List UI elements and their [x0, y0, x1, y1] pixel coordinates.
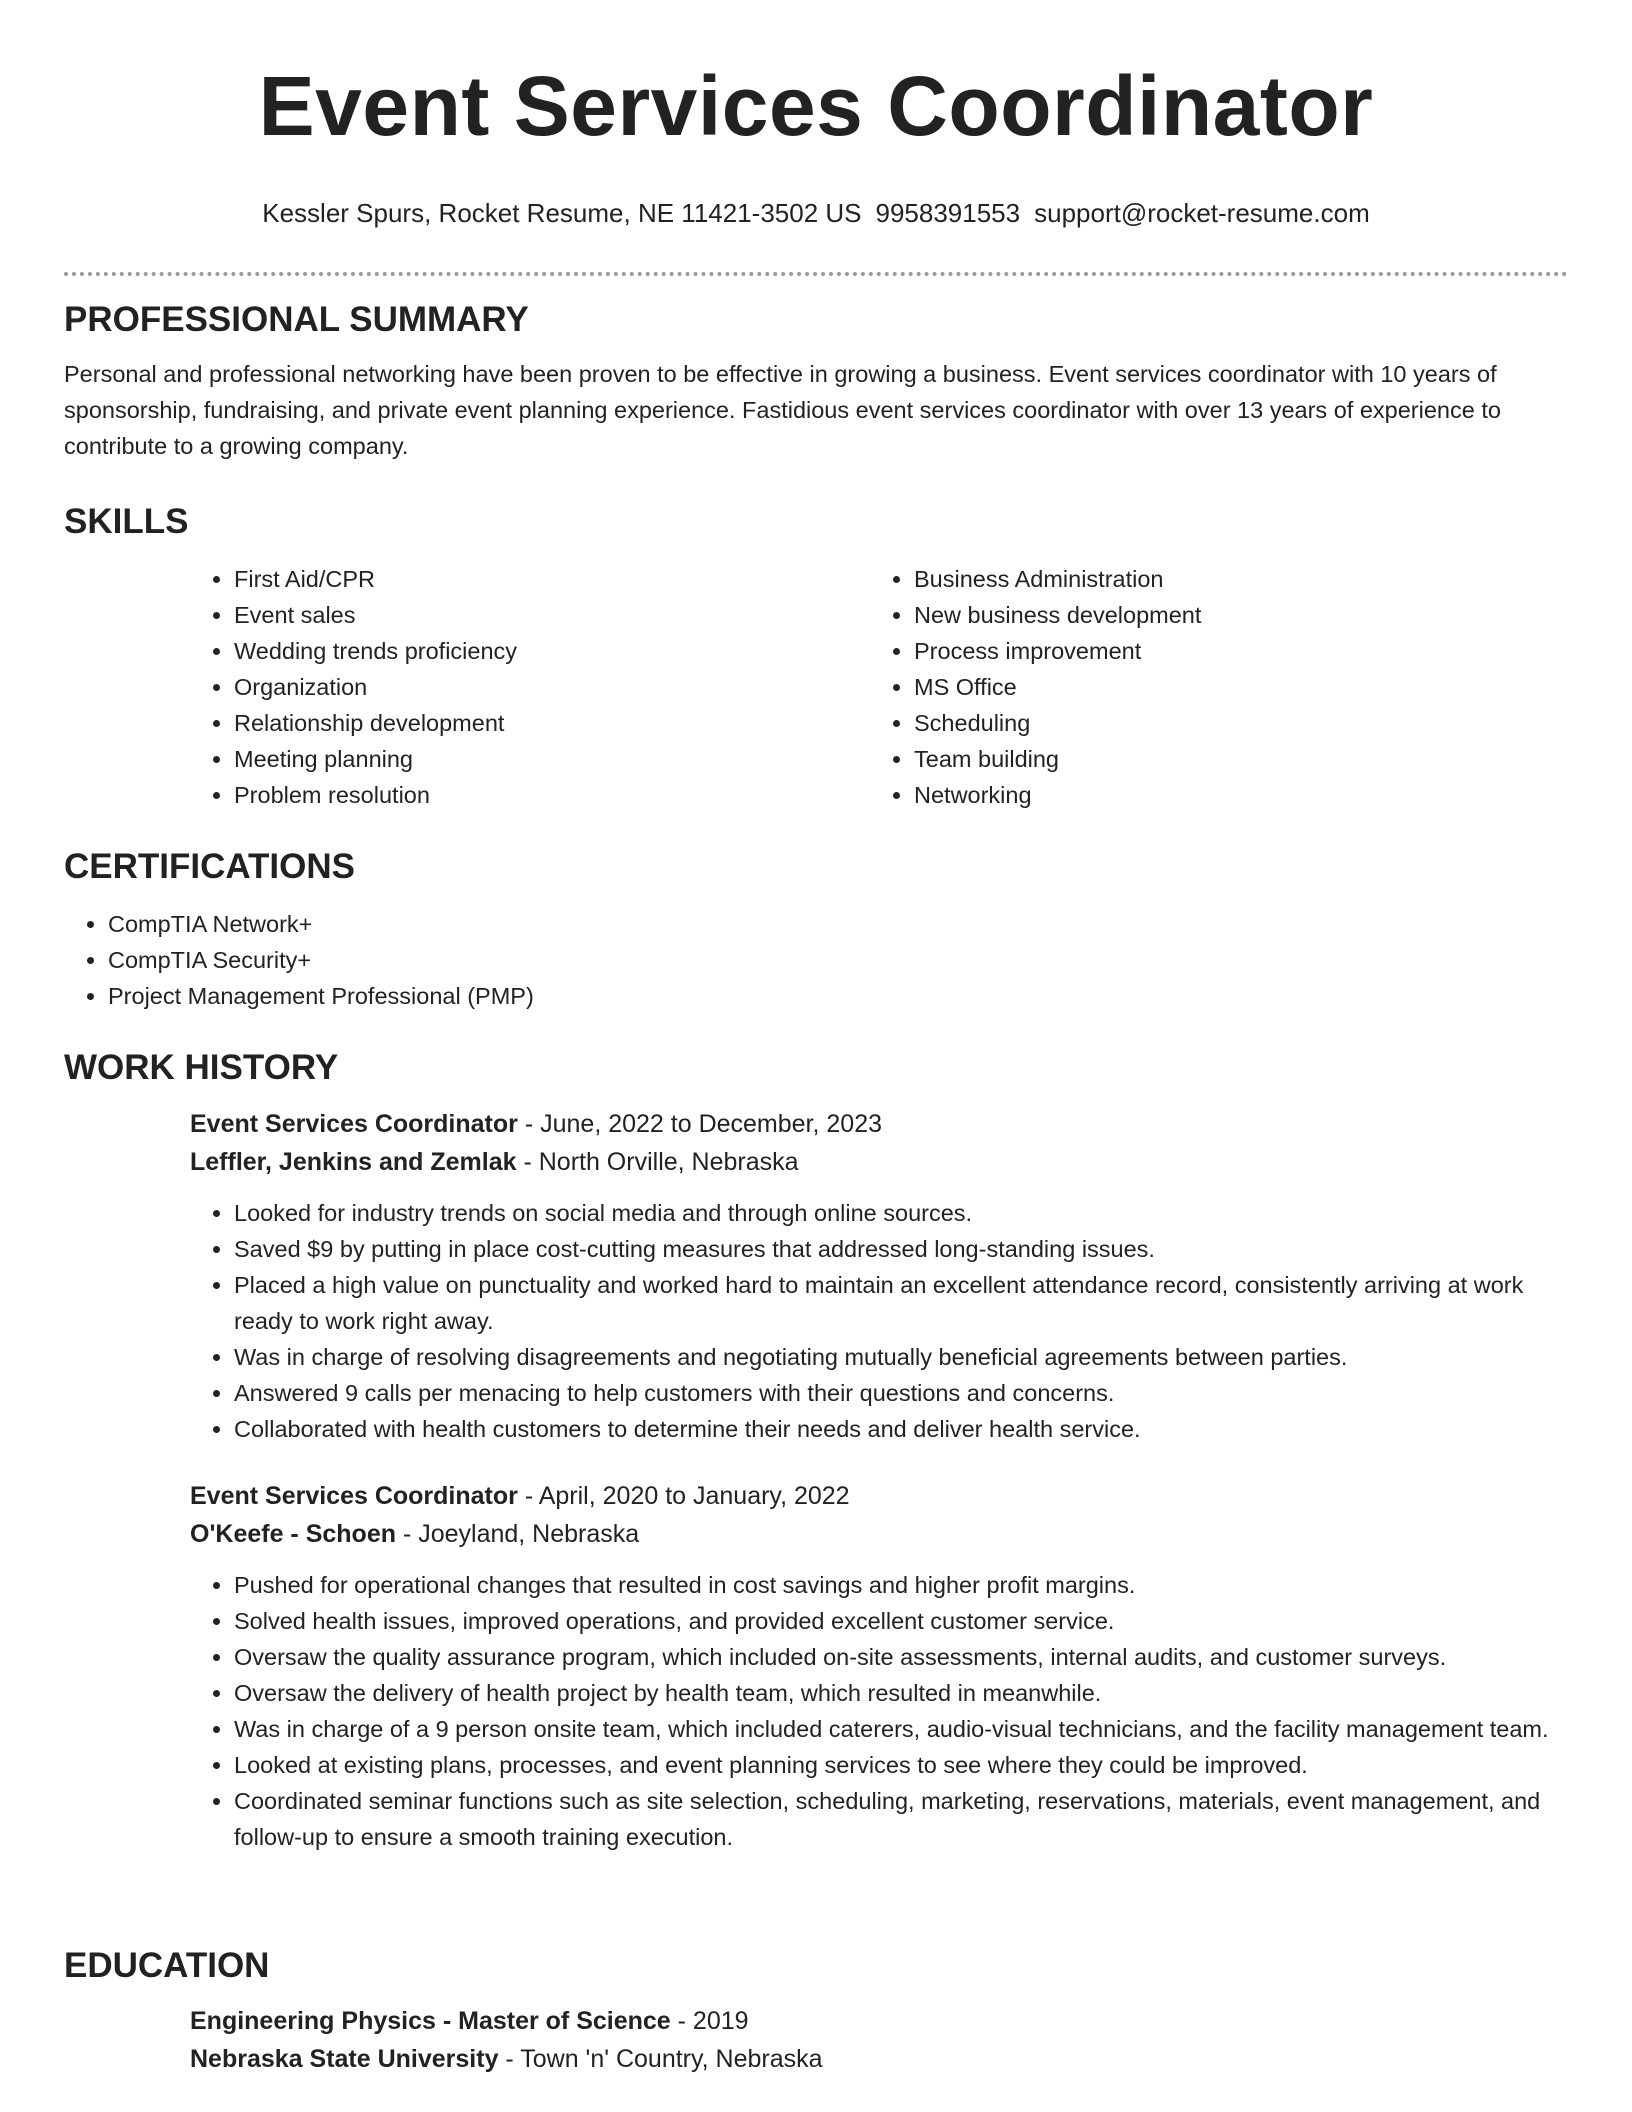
- education-entry: [190, 2002, 1568, 2078]
- header-divider: [64, 272, 1568, 276]
- skills-section: [64, 500, 1568, 813]
- skill-item: • Team building: [914, 741, 1550, 777]
- skill-item: • Relationship development: [234, 705, 870, 741]
- degree-year: - 2019: [670, 2007, 749, 2035]
- job-bullet: • Oversaw the delivery of health project by health team, which resulted in meanwhile.: [234, 1675, 1568, 1711]
- address-text: Kessler Spurs, Rocket Resume, NE 11421-3502 US: [262, 198, 862, 228]
- skill-item: • MS Office: [914, 669, 1550, 705]
- job-role: Event Services Coordinator: [190, 1110, 518, 1138]
- job-entry: [190, 1477, 1568, 1855]
- job-bullet: • Pushed for operational changes that resulted in cost savings and higher profit margins.: [234, 1567, 1568, 1603]
- job-bullet: • Looked at existing plans, processes, and event planning services to see where they could be improved.: [234, 1747, 1568, 1783]
- degree-name: Engineering Physics - Master of Science: [190, 2007, 671, 2035]
- resume-page: [64, 0, 1568, 2073]
- certifications-section: [64, 845, 1568, 1014]
- certification-item: • CompTIA Network+: [108, 906, 1568, 942]
- school-line: [190, 2040, 1568, 2078]
- school-location: - Town 'n' Country, Nebraska: [498, 2045, 823, 2073]
- skill-item: • First Aid/CPR: [234, 561, 870, 597]
- job-company: Leffler, Jenkins and Zemlak: [190, 1148, 517, 1176]
- job-bullet: • Placed a high value on punctuality and worked hard to maintain an excellent attendance record, consistently arriving at work ready to work right away.: [234, 1267, 1568, 1339]
- skills-column-left: [190, 561, 870, 813]
- skills-columns: [190, 561, 1568, 813]
- skills-column-right: [870, 561, 1550, 813]
- skill-item: • Meeting planning: [234, 741, 870, 777]
- job-entry: [190, 1105, 1568, 1447]
- job-role: Event Services Coordinator: [190, 1482, 518, 1510]
- job-bullet: • Solved health issues, improved operations, and provided excellent customer service.: [234, 1603, 1568, 1639]
- job-bullet: • Was in charge of resolving disagreements and negotiating mutually beneficial agreements between parties.: [234, 1339, 1568, 1375]
- job-company-line: [190, 1515, 1568, 1553]
- education-section: [64, 1944, 1568, 2078]
- contact-line: [64, 196, 1568, 230]
- job-bullets: [190, 1567, 1568, 1855]
- job-bullet: • Oversaw the quality assurance program, which included on-site assessments, internal audits, and customer surveys.: [234, 1639, 1568, 1675]
- job-title-line: [190, 1105, 1568, 1143]
- job-title-line: [190, 1477, 1568, 1515]
- skill-item: • Wedding trends proficiency: [234, 633, 870, 669]
- job-bullet: • Answered 9 calls per menacing to help customers with their questions and concerns.: [234, 1375, 1568, 1411]
- phone-text: 9958391553: [875, 198, 1021, 228]
- candidate-name: Event Services Coordinator: [258, 59, 1374, 153]
- section-title-summary: PROFESSIONAL SUMMARY: [64, 300, 529, 339]
- section-title-certifications: CERTIFICATIONS: [64, 847, 356, 886]
- skill-item: • Scheduling: [914, 705, 1550, 741]
- email-text: support@rocket-resume.com: [1034, 198, 1370, 228]
- work-history-section: [64, 1046, 1568, 1855]
- job-bullets: [190, 1195, 1568, 1447]
- job-bullet: • Collaborated with health customers to determine their needs and deliver health service.: [234, 1411, 1568, 1447]
- degree-line: [190, 2002, 1568, 2040]
- summary-text: Personal and professional networking have been proven to be effective in growing a business. Event services coordinator with 10 years of sponsorship, fundraising, and private event planning experience. Fastidious event services coordinator with over 13 years of experience to contribute to a growing company.: [64, 361, 1501, 459]
- certifications-list: [64, 906, 1568, 1014]
- job-dates: - April, 2020 to January, 2022: [517, 1482, 850, 1510]
- job-bullet: • Coordinated seminar functions such as site selection, scheduling, marketing, reservations, materials, event management, and follow-up to ensure a smooth training execution.: [234, 1783, 1568, 1855]
- skill-item: • Problem resolution: [234, 777, 870, 813]
- job-company: O'Keefe - Schoen: [190, 1520, 396, 1548]
- skill-item: • New business development: [914, 597, 1550, 633]
- job-bullet: • Saved $9 by putting in place cost-cutting measures that addressed long-standing issues.: [234, 1231, 1568, 1267]
- job-location: - North Orville, Nebraska: [516, 1148, 799, 1176]
- skill-item: • Organization: [234, 669, 870, 705]
- certification-item: • CompTIA Security+: [108, 942, 1568, 978]
- skill-item: • Networking: [914, 777, 1550, 813]
- job-company-line: [190, 1143, 1568, 1181]
- job-bullet: • Was in charge of a 9 person onsite team, which included caterers, audio-visual technicians, and the facility management team.: [234, 1711, 1568, 1747]
- certification-item: • Project Management Professional (PMP): [108, 978, 1568, 1014]
- skill-item: • Process improvement: [914, 633, 1550, 669]
- section-title-skills: SKILLS: [64, 502, 189, 541]
- job-dates: - June, 2022 to December, 2023: [517, 1110, 883, 1138]
- job-location: - Joeyland, Nebraska: [396, 1520, 640, 1548]
- summary-section: [64, 298, 1568, 464]
- job-bullet: • Looked for industry trends on social media and through online sources.: [234, 1195, 1568, 1231]
- skill-item: • Business Administration: [914, 561, 1550, 597]
- section-title-education: EDUCATION: [64, 1946, 270, 1985]
- section-title-work-history: WORK HISTORY: [64, 1048, 339, 1087]
- school-name: Nebraska State University: [190, 2045, 499, 2073]
- skill-item: • Event sales: [234, 597, 870, 633]
